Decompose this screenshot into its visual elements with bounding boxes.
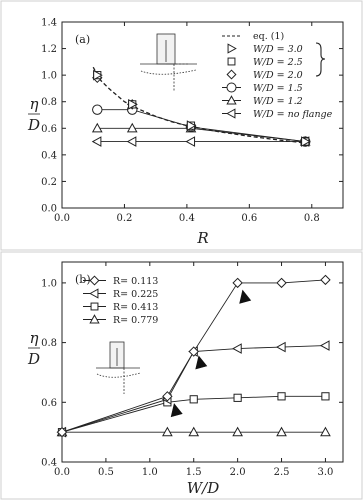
legend-label-b-2: R= 0.413 — [113, 302, 159, 313]
legend-label-eq1: eq. (1) — [253, 31, 285, 42]
y-tick-label: 0.0 — [41, 203, 57, 215]
x-tick-label: 3.0 — [317, 467, 334, 478]
legend-label-a-5: W/D = no flange — [253, 109, 333, 120]
data-point-b-2 — [190, 396, 197, 403]
y-tick-label: 1.2 — [41, 44, 57, 56]
x-tick-label: 1.0 — [141, 467, 158, 478]
y-tick-label: 0.8 — [41, 338, 57, 350]
legend-label-b-1: R= 0.225 — [113, 289, 159, 300]
data-point-b-2 — [278, 393, 285, 400]
legend-marker-b-2 — [91, 303, 98, 310]
x-tick-label: 0.6 — [241, 213, 258, 224]
legend-label-b-3: R= 0.779 — [113, 315, 159, 326]
x-tick-label: 0.4 — [178, 213, 195, 224]
data-point-b-2 — [322, 393, 329, 400]
x-tick-label: 0.8 — [303, 213, 320, 224]
x-tick-label: 2.5 — [273, 467, 290, 478]
y-axis-label-b-den: D — [27, 350, 41, 368]
legend-label-a-0: W/D = 3.0 — [253, 44, 303, 55]
panel-label-b: (b) — [75, 273, 91, 286]
data-point-a-3 — [93, 105, 102, 114]
x-axis-label-b: W/D — [186, 479, 220, 497]
x-tick-label: 0.2 — [116, 213, 133, 224]
x-tick-label: 1.5 — [185, 467, 202, 478]
legend-label-b-0: R= 0.113 — [113, 276, 159, 287]
y-axis-label-b-num: η — [29, 329, 39, 347]
y-axis-label-a-den: D — [27, 116, 41, 134]
x-axis-label-a: R — [197, 229, 209, 247]
data-point-b-2 — [234, 394, 241, 401]
legend-marker-a-3 — [227, 83, 236, 92]
y-tick-label: 1.0 — [41, 70, 57, 82]
y-tick-label: 0.6 — [41, 397, 57, 409]
y-tick-label: 0.2 — [41, 176, 57, 188]
legend-marker-a-1 — [228, 58, 235, 65]
y-tick-label: 0.4 — [41, 150, 57, 162]
x-tick-label: 2.0 — [229, 467, 246, 478]
y-tick-label: 0.8 — [41, 97, 57, 109]
y-tick-label: 1.4 — [41, 17, 57, 29]
x-tick-label: 0.0 — [54, 213, 70, 224]
y-axis-label-a-num: η — [29, 95, 39, 113]
x-tick-label: 0.5 — [97, 467, 114, 478]
y-tick-label: 1.0 — [41, 278, 57, 290]
panel-label-a: (a) — [75, 33, 91, 46]
y-tick-label: 0.4 — [41, 457, 57, 469]
legend-label-a-3: W/D = 1.5 — [253, 83, 303, 94]
x-tick-label: 0.0 — [54, 467, 70, 478]
y-tick-label: 0.6 — [41, 123, 57, 135]
legend-label-a-4: W/D = 1.2 — [253, 96, 303, 107]
legend-label-a-1: W/D = 2.5 — [253, 57, 303, 68]
legend-label-a-2: W/D = 2.0 — [253, 70, 303, 81]
